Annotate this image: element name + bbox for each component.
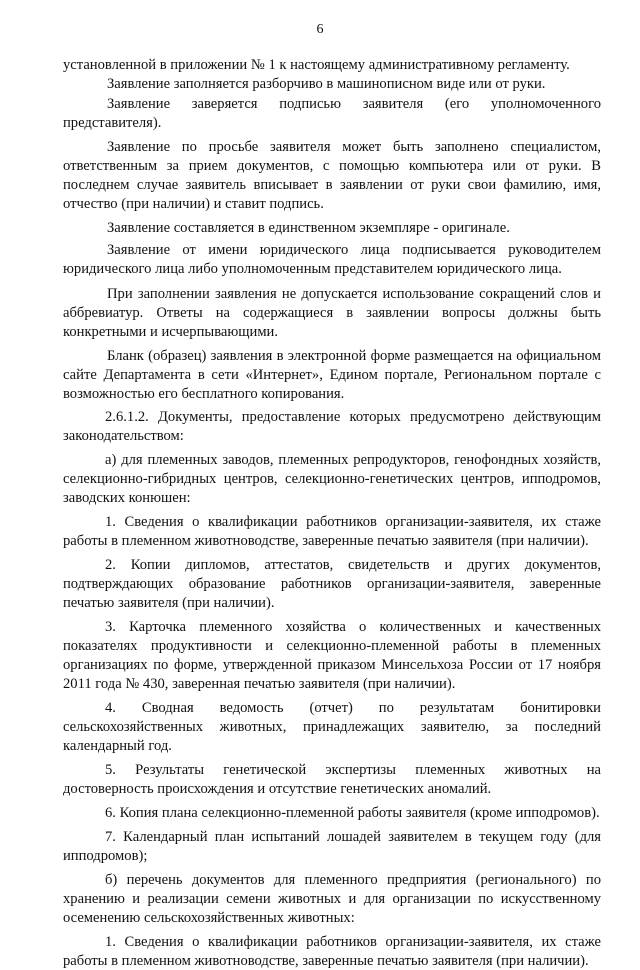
paragraph-electronic-form: Бланк (образец) заявления в электронной форме размещается на официальном сайте Департамента в сети «Интернет», Едином портале, Региональном портале с возможностью его бесплатного копирования. xyxy=(63,347,601,402)
list-item-a-5: 5. Результаты генетической экспертизы племенных животных на достоверность происхождения и отсутствие генетических аномалий. xyxy=(63,761,601,797)
page-number: 6 xyxy=(316,22,324,37)
paragraph-specialist-fill: Заявление по просьбе заявителя может быть заполнено специалистом, ответственным за прием документов, с помощью компьютера или от руки. В последнем случае заявитель вписывает в заявлении от руки свои фамилию, имя, отчество (при наличии) и ставит подпись. xyxy=(63,138,601,212)
document-body xyxy=(63,56,601,970)
paragraph-no-abbreviations: При заполнении заявления не допускается использование сокращений слов и аббревиатур. Ответы на содержащиеся в заявлении вопросы должны быть конкретными и исчерпывающими. xyxy=(63,285,601,340)
list-item-a-4: 4. Сводная ведомость (отчет) по результатам бонитировки сельскохозяйственных животных, принадлежащих заявителю, за последний календарный год. xyxy=(63,699,601,754)
paragraph-section-2-6-1-2: 2.6.1.2. Документы, предоставление которых предусмотрено действующим законодательством: xyxy=(63,408,601,444)
paragraph-signature: Заявление заверяется подписью заявителя (его уполномоченного представителя). xyxy=(63,95,601,131)
list-item-a-6: 6. Копия плана селекционно-племенной работы заявителя (кроме ипподромов). xyxy=(105,804,600,821)
paragraph-regulation-reference: установленной в приложении № 1 к настоящему административному регламенту. xyxy=(63,57,570,73)
paragraph-fill-method: Заявление заполняется разборчиво в машинописном виде или от руки. xyxy=(107,76,546,93)
list-item-a-7: 7. Календарный план испытаний лошадей заявителем в текущем году (для ипподромов); xyxy=(63,828,601,864)
paragraph-item-a: а) для племенных заводов, племенных репродукторов, генофондных хозяйств, селекционно-гибридных центров, селекционно-генетических центров, ипподромов, заводских конюшен: xyxy=(63,452,601,506)
paragraph-legal-entity: Заявление от имени юридического лица подписывается руководителем юридического лица либо уполномоченным представителем юридического лица. xyxy=(63,242,601,278)
list-item-a-1: 1. Сведения о квалификации работников организации-заявителя, их стаже работы в племенном животноводстве, заверенные печатью заявителя (при наличии). xyxy=(63,513,601,549)
list-item-a-2: 2. Копии дипломов, аттестатов, свидетельств и других документов, подтверждающих образование работников организации-заявителя, заверенные печатью заявителя (при наличии). xyxy=(63,556,601,611)
paragraph-item-b: б) перечень документов для племенного предприятия (регионального) по хранению и реализации семени животных и для организации по искусственному осеменению сельскохозяйственных животных: xyxy=(63,871,601,926)
list-item-b-1: 1. Сведения о квалификации работников организации-заявителя, их стаже работы в племенном животноводстве, заверенные печатью заявителя (при наличии). xyxy=(63,933,601,969)
list-item-a-3: 3. Карточка племенного хозяйства о количественных и качественных показателях продуктивности и селекционно-племенной работы в племенных организациях по форме, утвержденной приказом Минсельхоза России от 17 ноября 2011 года № 430, заверенная печатью заявителя (при наличии). xyxy=(63,618,601,692)
paragraph-single-copy: Заявление составляется в единственном экземпляре - оригинале. xyxy=(107,219,510,236)
